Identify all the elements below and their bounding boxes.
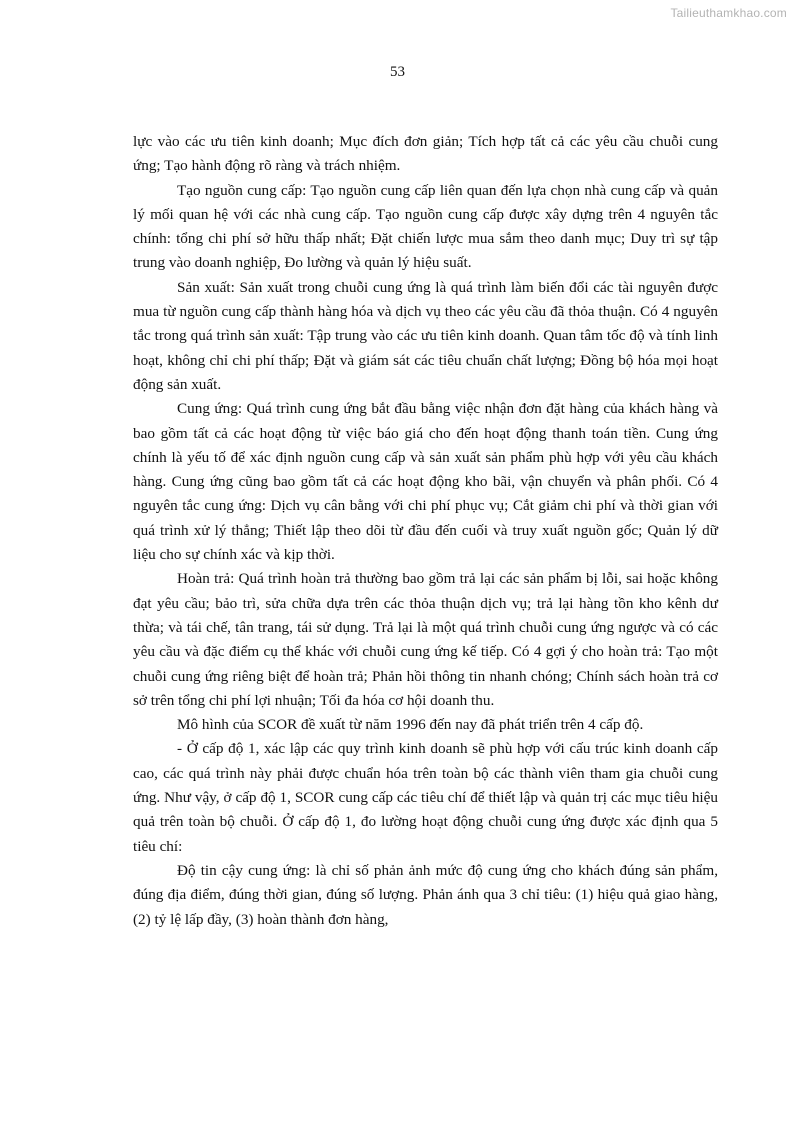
paragraph-sourcing: Tạo nguồn cung cấp: Tạo nguồn cung cấp liên quan đến lựa chọn nhà cung cấp và quản lý mối quan hệ với các nhà cung cấp. Tạo nguồn cung cấp được xây dựng trên 4 nguyên tắc chính: tổng chi phí sở hữu thấp nhất; Đặt chiến lược mua sắm theo danh mục; Duy trì sự tập trung vào doanh nghiệp, Đo lường và quản lý hiệu suất.	[133, 181, 718, 272]
page-number: 53	[390, 64, 405, 80]
paragraph-continuation: lực vào các ưu tiên kinh doanh; Mục đích đơn giản; Tích hợp tất cả các yêu cầu chuỗi cung ứng; Tạo hành động rõ ràng và trách nhiệm.	[133, 133, 718, 175]
paragraph-delivery: Cung ứng: Quá trình cung ứng bắt đầu bằng việc nhận đơn đặt hàng của khách hàng và bao gồm tất cả các hoạt động từ việc báo giá cho đến hoạt động thanh toán tiền. Cung ứng chính là yếu tố để xác định nguồn cung cấp và sản xuất sản phẩm phù hợp với yêu cầu khách hàng. Cung ứng cũng bao gồm tất cả các hoạt động kho bãi, vận chuyển và phân phối. Có 4 nguyên tắc cung ứng: Dịch vụ cân bằng với chi phí phục vụ; Cắt giảm chi phí và thời gian với quá trình xử lý thẳng; Thiết lập theo dõi từ đầu đến cuối và truy xuất nguồn gốc; Quản lý dữ liệu cho sự chính xác và kịp thời.	[133, 400, 718, 564]
document-body	[133, 130, 718, 932]
paragraph-reliability: Độ tin cậy cung ứng: là chỉ số phản ảnh mức độ cung ứng cho khách đúng sản phẩm, đúng địa điểm, đúng thời gian, đúng số lượng. Phản ánh qua 3 chỉ tiêu: (1) hiệu quả giao hàng, (2) tỷ lệ lấp đầy, (3) hoàn thành đơn hàng,	[133, 861, 718, 928]
paragraph-returns: Hoàn trả: Quá trình hoàn trả thường bao gồm trả lại các sản phẩm bị lỗi, sai hoặc không đạt yêu cầu; bảo trì, sửa chữa dựa trên các thỏa thuận dịch vụ; trả lại hàng tồn kho kênh dư thừa; và tái chế, tân trang, tái sử dụng. Trả lại là một quá trình chuỗi cung ứng ngược và có các yêu cầu và đặc điểm cụ thể khác với chuỗi cung ứng kế tiếp. Có 4 gợi ý cho hoàn trả: Tạo một chuỗi cung ứng riêng biệt để hoàn trả; Phản hồi thông tin nhanh chóng; Chính sách hoàn trả cơ sở trên tổng chi phí lợi nhuận; Tối đa hóa cơ hội doanh thu.	[133, 570, 718, 709]
paragraph-level-1: - Ở cấp độ 1, xác lập các quy trình kinh doanh sẽ phù hợp với cấu trúc kinh doanh cấp cao, các quá trình này phải được chuẩn hóa trên toàn bộ các thành viên tham gia chuỗi cung ứng. Như vậy, ở cấp độ 1, SCOR cung cấp các tiêu chí để thiết lập và quản trị các mục tiêu hiệu quả trên toàn bộ chuỗi. Ở cấp độ 1, đo lường hoạt động chuỗi cung ứng được xác định qua 5 tiêu chí:	[133, 740, 718, 855]
watermark-text: Tailieuthamkhao.com	[670, 6, 787, 20]
paragraph-production: Sản xuất: Sản xuất trong chuỗi cung ứng là quá trình làm biến đổi các tài nguyên được mua từ nguồn cung cấp thành hàng hóa và dịch vụ theo các yêu cầu đã thỏa thuận. Có 4 nguyên tắc trong quá trình sản xuất: Tập trung vào các ưu tiên kinh doanh. Quan tâm tốc độ và tính linh hoạt, không chỉ chi phí thấp; Đặt và giám sát các tiêu chuẩn chất lượng; Đồng bộ hóa mọi hoạt động sản xuất.	[133, 278, 718, 393]
paragraph-scor-model: Mô hình của SCOR đề xuất từ năm 1996 đến nay đã phát triển trên 4 cấp độ.	[177, 716, 644, 734]
